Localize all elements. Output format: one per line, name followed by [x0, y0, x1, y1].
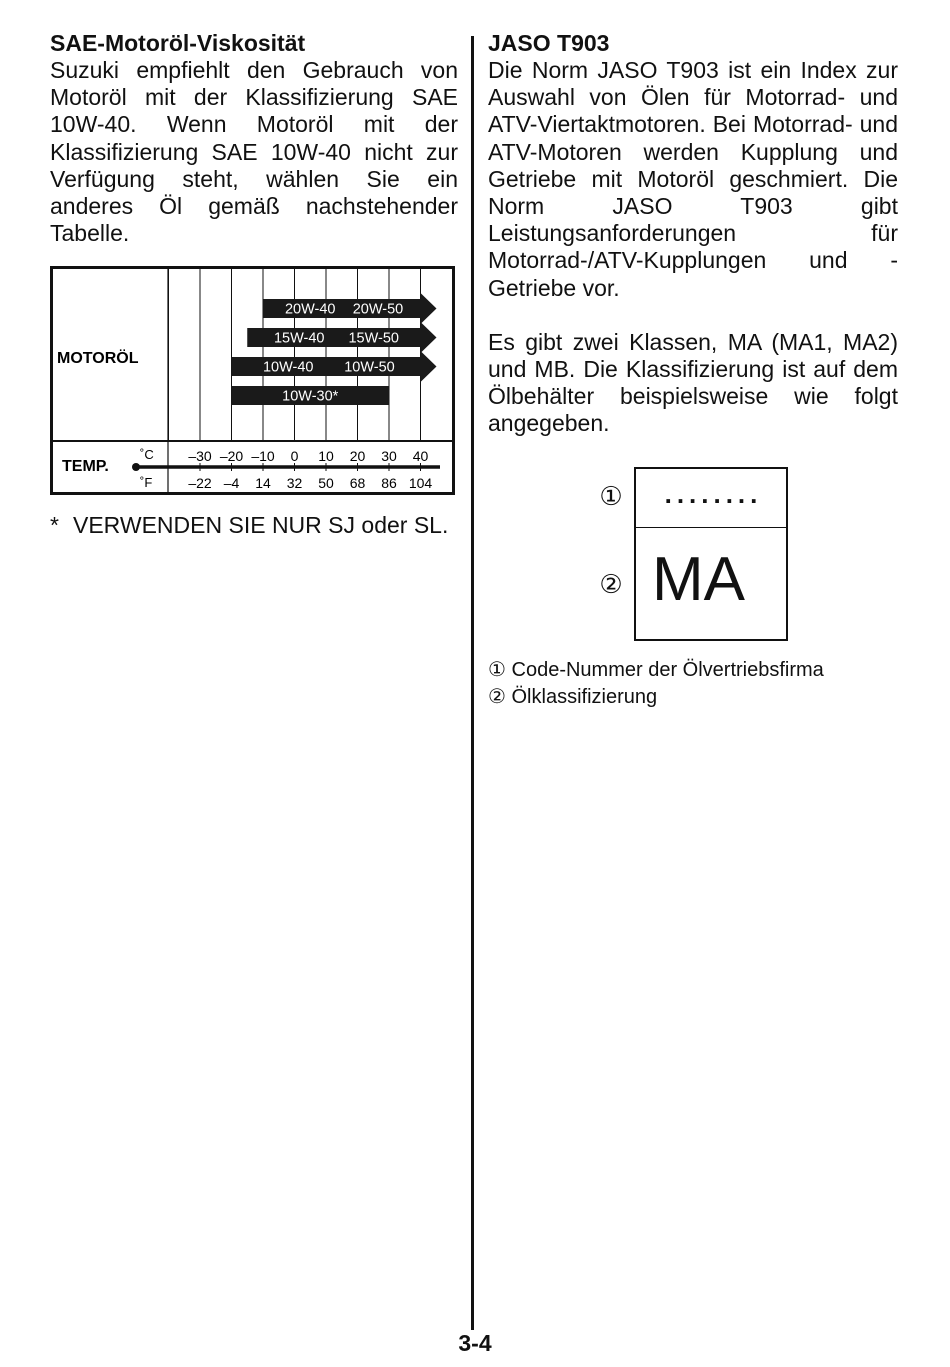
note-marker: * [50, 512, 59, 538]
left-column [50, 30, 458, 247]
tick-label-f: 32 [286, 475, 303, 491]
bar-label: 10W-30* [282, 388, 339, 405]
legend-text-1: Code-Nummer der Ölvertriebsfirma [511, 659, 824, 681]
chart-gridlines [169, 268, 421, 441]
celsius-unit: ˚C [140, 447, 154, 462]
tick-label-f: 50 [318, 475, 334, 491]
label-code-dots: ........ [664, 479, 763, 509]
bar-label: 10W-40 [262, 359, 314, 376]
bar-label: 20W-40 [284, 301, 336, 318]
jaso-paragraph-2: Es gibt zwei Klassen, MA (MA1, MA2) und MB. Die Klassifizierung ist auf dem Ölbehälter beispielsweise wie folgt angegeben. [488, 328, 898, 437]
chart-bars [232, 293, 437, 405]
bar-label: 10W-50 [344, 359, 395, 376]
label-code-field [636, 469, 786, 528]
tick-label-f: 68 [349, 475, 366, 491]
bar-label: 20W-50 [352, 301, 404, 318]
tick-label-c: 30 [381, 448, 397, 464]
tick-label-f: 86 [381, 475, 397, 491]
legend-text-2: Ölklassifizierung [511, 686, 658, 708]
legend-marker-1: ① [488, 659, 506, 681]
callout-1: ① [599, 481, 623, 511]
bar-label: 15W-50 [348, 330, 399, 347]
viscosity-chart [50, 266, 455, 495]
tick-label-f: –22 [188, 475, 212, 491]
tick-label-c: 40 [412, 448, 429, 464]
column-divider [471, 36, 474, 1330]
motoroel-label: MOTORÖL [57, 350, 139, 367]
tick-label-c: 20 [349, 448, 366, 464]
temp-tick-labels [188, 448, 432, 491]
label-classification: MA [652, 545, 745, 614]
legend-item-1 [488, 657, 824, 684]
tick-label-c: –30 [188, 448, 212, 464]
tick-label-f: –4 [223, 475, 240, 491]
viscosity-chart-svg [50, 266, 455, 495]
legend-item-2 [488, 684, 824, 711]
legend-marker-2: ② [488, 686, 506, 708]
tick-label-f: 104 [408, 475, 433, 491]
page-number: 3-4 [458, 1330, 492, 1356]
jaso-paragraph-1: Die Norm JASO T903 ist ein Index zur Auswahl von Ölen für Motorrad- und ATV-Viertaktmotoren. Bei Motorrad- und ATV-Motoren werden Kupplung und Getriebe mit Motoröl geschmiert. Die Norm JASO T903 gibt Leistungsanforderungen für Motorrad-/ATV-Kupplungen und -Getriebe vor. [488, 57, 898, 301]
tick-label-c: 10 [318, 448, 334, 464]
note-text: VERWENDEN SIE NUR SJ oder SL. [73, 512, 449, 538]
callout-2: ② [599, 569, 623, 599]
label-legend [488, 657, 824, 711]
temp-label: TEMP. [62, 458, 109, 475]
viscosity-heading: SAE-Motoröl-Viskosität [50, 30, 306, 56]
fahrenheit-unit: ˚F [140, 475, 153, 490]
tick-label-c: 0 [290, 448, 299, 464]
tick-label-c: –20 [219, 448, 244, 464]
tick-label-c: –10 [251, 448, 275, 464]
jaso-heading: JASO T903 [488, 30, 610, 56]
viscosity-note [50, 511, 458, 539]
tick-label-f: 14 [255, 475, 271, 491]
right-column [488, 30, 898, 438]
bar-label: 15W-40 [273, 330, 325, 347]
oil-container-label [634, 467, 788, 641]
viscosity-paragraph: Suzuki empfiehlt den Gebrauch von Motoröl mit der Klassifizierung SAE 10W-40. Wenn Motoröl mit der Klassifizierung SAE 10W-40 nicht zur Verfügung steht, wählen Sie ein anderes Öl gemäß nachstehender Tabelle. [50, 57, 458, 247]
